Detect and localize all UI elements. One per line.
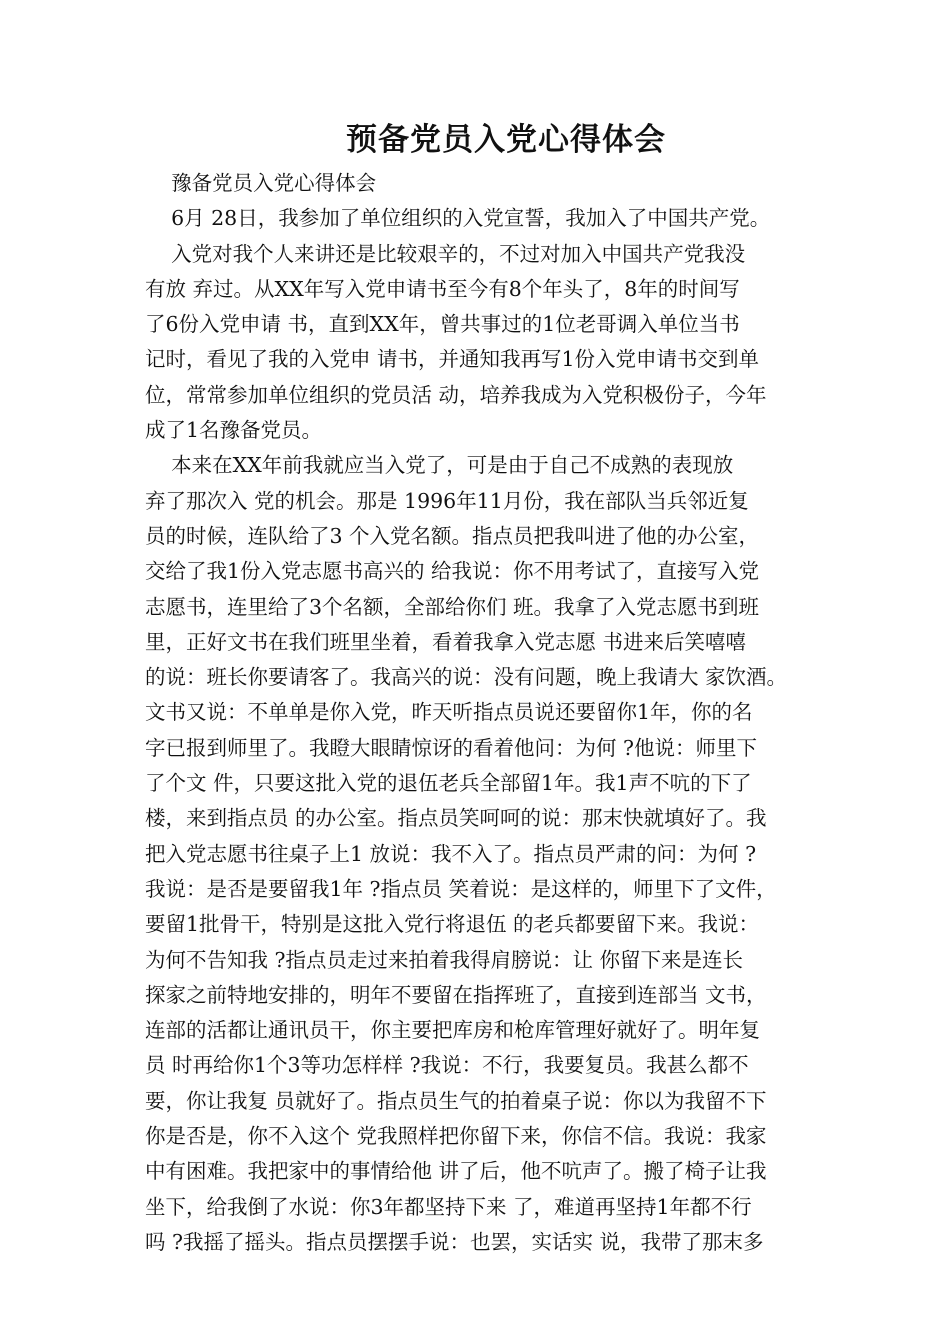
body-line: 入党对我个人来讲还是比较艰辛的，不过对加入中国共产党我没 [145,241,746,266]
body-line: 豫备党员入党心得体会 [145,171,377,195]
body-line: 6月 28日，我参加了单位组织的入党宣誓，我加入了中国共产党。 [145,206,771,231]
body-line: 字已报到师里了。我瞪大眼睛惊讶的看着他问：为何 ?他说：师里下 [145,735,758,760]
body-line: 了个文 件，只要这批入党的退伍老兵全部留1年。我1声不吭的下了 [145,771,752,796]
body-line: 员 时再给你1个3等功怎样样 ?我说：不行，我要复员。我甚么都不 [145,1053,749,1078]
body-line: 的说：班长你要请客了。我高兴的说：没有问题，晚上我请大 家饮酒。 [145,665,788,690]
body-line: 楼，来到指点员 的办公室。指点员笑呵呵的说：那末快就填好了。我 [145,806,767,831]
body-line: 你是否是，你不入这个 党我照样把你留下来，你信不信。我说：我家 [145,1124,767,1149]
body-line: 吗 ?我摇了摇头。指点员摆摆手说：也罢，实话实 说，我带了那末多 [145,1229,764,1254]
body-line: 要，你让我复 员就好了。指点员生气的拍着桌子说：你以为我留不下 [145,1088,767,1113]
body-line: 有放 弃过。从XX年写入党申请书至今有8个年头了，8年的时间写 [145,276,740,301]
document-body [145,166,820,1260]
body-line: 位，常常参加单位组织的党员活 动，培养我成为入党积极份子，今年 [145,382,767,407]
body-line: 把入党志愿书往桌子上1 放说：我不入了。指点员严肃的问：为何 ? [145,841,757,866]
body-line: 志愿书，连里给了3个名额，全部给你们 班。我拿了入党志愿书到班 [145,594,760,619]
body-line: 弃了那次入 党的机会。那是 1996年11月份，我在部队当兵邻近复 [145,488,749,513]
body-line: 我说：是否是要留我1年 ?指点员 笑着说：是这样的，师里下了文件， [145,876,777,901]
body-line: 探家之前特地安排的，明年不要留在指挥班了，直接到连部当 文书， [145,982,767,1007]
body-line: 交给了我1份入党志愿书高兴的 给我说：你不用考试了，直接写入党 [145,559,760,584]
body-line: 员的时候，连队给了3 个入党名额。指点员把我叫进了他的办公室， [145,523,760,548]
body-line: 成了1名豫备党员。 [145,418,323,443]
body-line: 了6份入党申请 书，直到XX年，曾共事过的1位老哥调入单位当书 [145,312,740,337]
body-line: 文书又说：不单单是你入党，昨天听指点员说还要留你1年，你的名 [145,700,753,725]
body-line: 记时，看见了我的入党申 请书，并通知我再写1份入党申请书交到单 [145,347,760,372]
document-title: 预备党员入党心得体会 [346,122,666,158]
body-line: 中有困难。我把家中的事情给他 讲了后，他不吭声了。搬了椅子让我 [145,1159,767,1184]
body-line: 坐下，给我倒了水说：你3年都坚持下来 了，难道再坚持1年都不行 [145,1194,752,1219]
body-line: 要留1批骨干，特别是这批入党行将退伍 的老兵都要留下来。我说： [145,912,760,937]
body-line: 里，正好文书在我们班里坐着，看着我拿入党志愿 书进来后笑嘻嘻 [145,629,747,654]
body-line: 本来在XX年前我就应当入党了，可是由于自己不成熟的表现放 [145,453,734,478]
body-line: 连部的活都让通讯员干，你主要把库房和枪库管理好就好了。明年复 [145,1018,760,1043]
body-line: 为何不告知我 ?指点员走过来拍着我得肩膀说：让 你留下来是连长 [145,947,744,972]
